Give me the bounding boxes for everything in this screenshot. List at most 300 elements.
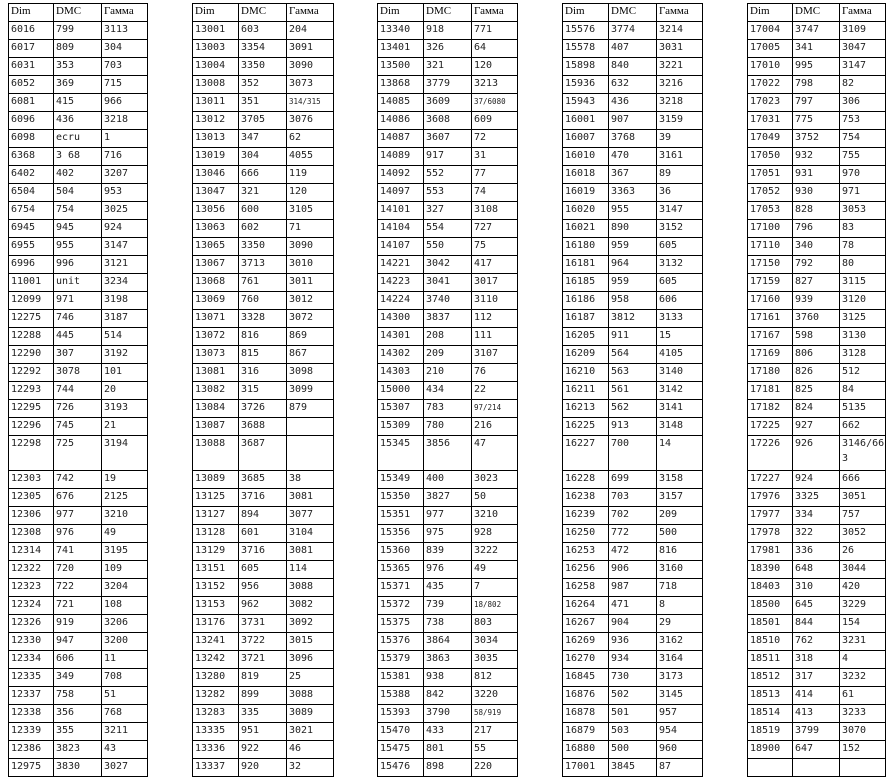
table-row: [748, 40, 886, 58]
gamma-code: 757: [840, 507, 886, 525]
dmc-code: 739: [424, 597, 472, 615]
dim-code: 16181: [563, 256, 609, 274]
table-row: [563, 292, 703, 310]
table-row: [9, 238, 148, 256]
dmc-code: 919: [54, 615, 102, 633]
gamma-code: 3110: [472, 292, 518, 310]
dmc-code: 413: [793, 705, 840, 723]
dim-code: 17004: [748, 22, 793, 40]
table-row: [9, 436, 148, 471]
dim-code: 13401: [378, 40, 424, 58]
dmc-code: 602: [239, 220, 287, 238]
table-row: [9, 76, 148, 94]
dim-code: 18512: [748, 669, 793, 687]
dmc-code: 3042: [424, 256, 472, 274]
dim-code: 14086: [378, 112, 424, 130]
dim-code: 17169: [748, 346, 793, 364]
table-row: [378, 597, 518, 615]
gamma-code: 120: [472, 58, 518, 76]
table-row: [563, 94, 703, 112]
gamma-code: 606: [657, 292, 703, 310]
gamma-code: 220: [472, 759, 518, 777]
gamma-code: 3076: [287, 112, 334, 130]
table-row: [9, 579, 148, 597]
table-row: [193, 579, 334, 597]
gamma-code: 25: [287, 669, 334, 687]
gamma-code: 204: [287, 22, 334, 40]
table-row: [378, 669, 518, 687]
column-header: Гамма: [657, 4, 703, 22]
dmc-code: 3752: [793, 130, 840, 148]
dmc-code: 3863: [424, 651, 472, 669]
dmc-code: 825: [793, 382, 840, 400]
gamma-code: 3034: [472, 633, 518, 651]
dim-code: 13063: [193, 220, 239, 238]
dim-code: 14223: [378, 274, 424, 292]
dim-code: 13084: [193, 400, 239, 418]
table-row: [563, 687, 703, 705]
table-row: [563, 597, 703, 615]
dmc-code: 606: [54, 651, 102, 669]
dmc-code: 304: [239, 148, 287, 166]
table-row: [193, 130, 334, 148]
dim-code: 15365: [378, 561, 424, 579]
dim-code: 17160: [748, 292, 793, 310]
dim-code: 17182: [748, 400, 793, 418]
table-row: [563, 40, 703, 58]
gamma-code: 84: [840, 382, 886, 400]
dmc-code: 445: [54, 328, 102, 346]
dim-code: 13068: [193, 274, 239, 292]
table-row: [378, 471, 518, 489]
table-row: [378, 651, 518, 669]
dmc-code: 562: [609, 400, 657, 418]
table-row: [193, 382, 334, 400]
dim-code: 15360: [378, 543, 424, 561]
dmc-code: 762: [793, 633, 840, 651]
dmc-code: 824: [793, 400, 840, 418]
dim-code: 16210: [563, 364, 609, 382]
gamma-code: 3098: [287, 364, 334, 382]
dmc-code: 3688: [239, 418, 287, 436]
gamma-code: 957: [657, 705, 703, 723]
dim-code: 17977: [748, 507, 793, 525]
dmc-code: 927: [793, 418, 840, 436]
header-row: [378, 4, 518, 22]
dmc-code: 955: [609, 202, 657, 220]
table-row: [563, 400, 703, 418]
table-row: [748, 112, 886, 130]
dmc-code: 996: [54, 256, 102, 274]
table-row: [748, 507, 886, 525]
dmc-code: 898: [424, 759, 472, 777]
dmc-code: 553: [424, 184, 472, 202]
dim-code: 15375: [378, 615, 424, 633]
dim-code: 15379: [378, 651, 424, 669]
dim-code: 17167: [748, 328, 793, 346]
dmc-code: 3713: [239, 256, 287, 274]
dim-code: 15351: [378, 507, 424, 525]
dmc-code: 725: [54, 436, 102, 471]
dim-code: 13089: [193, 471, 239, 489]
dim-code: 13013: [193, 130, 239, 148]
gamma-code: 609: [472, 112, 518, 130]
dmc-code: 976: [54, 525, 102, 543]
table-row: [9, 471, 148, 489]
table-row: [748, 274, 886, 292]
gamma-code: 3207: [102, 166, 148, 184]
table-row: [9, 597, 148, 615]
dim-code: 12338: [9, 705, 54, 723]
gamma-code: 108: [102, 597, 148, 615]
gamma-code: 3147: [657, 202, 703, 220]
table-row: [9, 382, 148, 400]
table-row: [378, 328, 518, 346]
table-row: [193, 112, 334, 130]
table-row: [563, 310, 703, 328]
table-row: [748, 220, 886, 238]
table-row: [193, 76, 334, 94]
gamma-code: 768: [102, 705, 148, 723]
dmc-code: 890: [609, 220, 657, 238]
gamma-code: 4: [840, 651, 886, 669]
gamma-code: 47: [472, 436, 518, 471]
dim-code: 15371: [378, 579, 424, 597]
table-row: [748, 525, 886, 543]
dim-code: 16876: [563, 687, 609, 705]
gamma-code: 3187: [102, 310, 148, 328]
dmc-code: 959: [609, 238, 657, 256]
gamma-code: 2125: [102, 489, 148, 507]
gamma-code: 1: [102, 130, 148, 148]
dim-code: 6945: [9, 220, 54, 238]
table-row: [378, 723, 518, 741]
gamma-code: 708: [102, 669, 148, 687]
dim-code: 6955: [9, 238, 54, 256]
dmc-code: 356: [54, 705, 102, 723]
table-row: [748, 687, 886, 705]
dmc-code: 3 68: [54, 148, 102, 166]
gamma-code: 924: [102, 220, 148, 238]
table-row: [748, 579, 886, 597]
dim-code: 13868: [378, 76, 424, 94]
dim-code: 12324: [9, 597, 54, 615]
gamma-code: 3021: [287, 723, 334, 741]
gamma-code: 420: [840, 579, 886, 597]
dim-code: 12292: [9, 364, 54, 382]
gamma-code: 26: [840, 543, 886, 561]
gamma-code: 3130: [840, 328, 886, 346]
table-row: [748, 561, 886, 579]
gamma-code: 3204: [102, 579, 148, 597]
dmc-code: 402: [54, 166, 102, 184]
table-row: [9, 148, 148, 166]
table-row: [193, 633, 334, 651]
dmc-code: 470: [609, 148, 657, 166]
gamma-code: 3044: [840, 561, 886, 579]
dim-code: 12322: [9, 561, 54, 579]
table-row: [378, 561, 518, 579]
table-row: [748, 633, 886, 651]
gamma-code: 37/6080: [472, 94, 518, 112]
table-row: [9, 633, 148, 651]
table-row: [563, 436, 703, 471]
table-row: [9, 705, 148, 723]
gamma-code: 3218: [657, 94, 703, 112]
table-row: [9, 489, 148, 507]
table-row: [563, 184, 703, 202]
dmc-code: 799: [54, 22, 102, 40]
dim-code: 14089: [378, 148, 424, 166]
gamma-code: 605: [657, 238, 703, 256]
gamma-code: 3052: [840, 525, 886, 543]
gamma-code: 3090: [287, 58, 334, 76]
table-row: [9, 292, 148, 310]
dim-code: 13335: [193, 723, 239, 741]
table-row: [193, 238, 334, 256]
table-row: [563, 561, 703, 579]
gamma-code: 3148: [657, 418, 703, 436]
table-row: [378, 94, 518, 112]
table-row: [748, 364, 886, 382]
dmc-code: 939: [793, 292, 840, 310]
gamma-code: 36: [657, 184, 703, 202]
dim-code: 15349: [378, 471, 424, 489]
column-header: DMC: [239, 4, 287, 22]
dim-code: 16878: [563, 705, 609, 723]
gamma-code: 22: [472, 382, 518, 400]
dim-code: 16879: [563, 723, 609, 741]
dmc-code: 3779: [424, 76, 472, 94]
dmc-code: 955: [54, 238, 102, 256]
dmc-code: 726: [54, 400, 102, 418]
gamma-code: 3077: [287, 507, 334, 525]
dmc-code: 3363: [609, 184, 657, 202]
dmc-code: 798: [793, 76, 840, 94]
table-row: [193, 256, 334, 274]
dmc-code: 3731: [239, 615, 287, 633]
table-row: [193, 418, 334, 436]
table-row: [748, 418, 886, 436]
gamma-code: 31: [472, 148, 518, 166]
gamma-code: 3010: [287, 256, 334, 274]
table-row: [378, 615, 518, 633]
dim-code: [748, 759, 793, 777]
dim-code: 13004: [193, 58, 239, 76]
dim-code: 16187: [563, 310, 609, 328]
dmc-code: 938: [424, 669, 472, 687]
dmc-code: 436: [54, 112, 102, 130]
dim-code: 16209: [563, 346, 609, 364]
dim-code: 17226: [748, 436, 793, 471]
gamma-code: 152: [840, 741, 886, 759]
dmc-code: 975: [424, 525, 472, 543]
table-row: [748, 256, 886, 274]
dmc-code: 315: [239, 382, 287, 400]
dim-code: 16010: [563, 148, 609, 166]
dim-code: 16180: [563, 238, 609, 256]
table-row: [193, 669, 334, 687]
table-row: [9, 346, 148, 364]
dmc-code: 721: [54, 597, 102, 615]
gamma-code: 82: [840, 76, 886, 94]
table-row: [748, 310, 886, 328]
dim-code: 18519: [748, 723, 793, 741]
table-row: [193, 310, 334, 328]
table-row: [563, 705, 703, 723]
gamma-code: 3231: [840, 633, 886, 651]
dmc-code: 3350: [239, 58, 287, 76]
table-row: [193, 705, 334, 723]
dmc-code: 335: [239, 705, 287, 723]
dmc-code: 209: [424, 346, 472, 364]
dim-code: 15388: [378, 687, 424, 705]
dmc-code: 666: [239, 166, 287, 184]
dim-code: 13129: [193, 543, 239, 561]
gamma-code: 3213: [472, 76, 518, 94]
dmc-code: 745: [54, 418, 102, 436]
gamma-code: 3128: [840, 346, 886, 364]
table-row: [378, 543, 518, 561]
gamma-code: 3090: [287, 238, 334, 256]
dim-code: 15576: [563, 22, 609, 40]
conversion-table-4: [562, 3, 703, 777]
dmc-code: 349: [54, 669, 102, 687]
dmc-code: 907: [609, 112, 657, 130]
dim-code: 16021: [563, 220, 609, 238]
dmc-code: 647: [793, 741, 840, 759]
gamma-code: 3164: [657, 651, 703, 669]
gamma-code: 3158: [657, 471, 703, 489]
dim-code: 17110: [748, 238, 793, 256]
dim-code: 15307: [378, 400, 424, 418]
dim-code: 16186: [563, 292, 609, 310]
dim-code: 12334: [9, 651, 54, 669]
gamma-code: 3051: [840, 489, 886, 507]
dim-code: 16007: [563, 130, 609, 148]
table-row: [193, 94, 334, 112]
table-row: [748, 400, 886, 418]
dim-code: 13073: [193, 346, 239, 364]
table-row: [378, 40, 518, 58]
gamma-code: 3088: [287, 579, 334, 597]
table-row: [9, 328, 148, 346]
dim-code: 13046: [193, 166, 239, 184]
dmc-code: 844: [793, 615, 840, 633]
gamma-code: 3233: [840, 705, 886, 723]
column-header: DMC: [793, 4, 840, 22]
dim-code: 12275: [9, 310, 54, 328]
table-row: [378, 489, 518, 507]
table-row: [9, 274, 148, 292]
dim-code: 18900: [748, 741, 793, 759]
gamma-code: 3147: [102, 238, 148, 256]
dim-code: 13065: [193, 238, 239, 256]
table-row: [563, 346, 703, 364]
table-row: [563, 220, 703, 238]
dmc-code: 632: [609, 76, 657, 94]
table-row: [748, 436, 886, 471]
dmc-code: 3760: [793, 310, 840, 328]
table-row: [9, 418, 148, 436]
dmc-code: 932: [793, 148, 840, 166]
gamma-code: 46: [287, 741, 334, 759]
dmc-code: 931: [793, 166, 840, 184]
dim-code: 15476: [378, 759, 424, 777]
table-row: [193, 274, 334, 292]
dmc-code: 554: [424, 220, 472, 238]
dmc-code: 3607: [424, 130, 472, 148]
dmc-code: 327: [424, 202, 472, 220]
table-row: [563, 328, 703, 346]
dmc-code: 819: [239, 669, 287, 687]
dmc-code: 959: [609, 274, 657, 292]
table-row: [9, 561, 148, 579]
table-row: [9, 759, 148, 777]
gamma-code: 971: [840, 184, 886, 202]
dmc-code: 797: [793, 94, 840, 112]
dim-code: 16267: [563, 615, 609, 633]
table-row: [748, 759, 886, 777]
gamma-code: 3194: [102, 436, 148, 471]
table-row: [9, 687, 148, 705]
dmc-code: 720: [54, 561, 102, 579]
dim-code: 13008: [193, 76, 239, 94]
table-row: [378, 741, 518, 759]
gamma-code: 3145: [657, 687, 703, 705]
table-row: [9, 202, 148, 220]
gamma-code: 75: [472, 238, 518, 256]
gamma-code: 954: [657, 723, 703, 741]
dmc-code: 3830: [54, 759, 102, 777]
gamma-code: 3107: [472, 346, 518, 364]
gamma-code: 101: [102, 364, 148, 382]
dim-code: 17150: [748, 256, 793, 274]
dmc-code: 355: [54, 723, 102, 741]
gamma-code: 20: [102, 382, 148, 400]
dim-code: 15345: [378, 436, 424, 471]
table-row: [378, 400, 518, 418]
column-header: DMC: [424, 4, 472, 22]
dim-code: 15381: [378, 669, 424, 687]
dim-code: 15393: [378, 705, 424, 723]
dmc-code: 564: [609, 346, 657, 364]
dmc-code: 3864: [424, 633, 472, 651]
dim-code: 17225: [748, 418, 793, 436]
dim-code: 17978: [748, 525, 793, 543]
dim-code: 13011: [193, 94, 239, 112]
table-row: [378, 346, 518, 364]
dmc-code: 400: [424, 471, 472, 489]
dim-code: 13087: [193, 418, 239, 436]
dim-code: 16227: [563, 436, 609, 471]
dmc-code: 321: [424, 58, 472, 76]
dim-code: 15578: [563, 40, 609, 58]
dim-code: 6031: [9, 58, 54, 76]
dim-code: 16845: [563, 669, 609, 687]
table-row: [563, 418, 703, 436]
dim-code: 17227: [748, 471, 793, 489]
gamma-code: 3211: [102, 723, 148, 741]
gamma-code: 64: [472, 40, 518, 58]
table-row: [748, 615, 886, 633]
table-row: [748, 58, 886, 76]
dmc-code: 3609: [424, 94, 472, 112]
dmc-code: 738: [424, 615, 472, 633]
dim-code: 16238: [563, 489, 609, 507]
table-row: [748, 202, 886, 220]
gamma-code: 58/919: [472, 705, 518, 723]
